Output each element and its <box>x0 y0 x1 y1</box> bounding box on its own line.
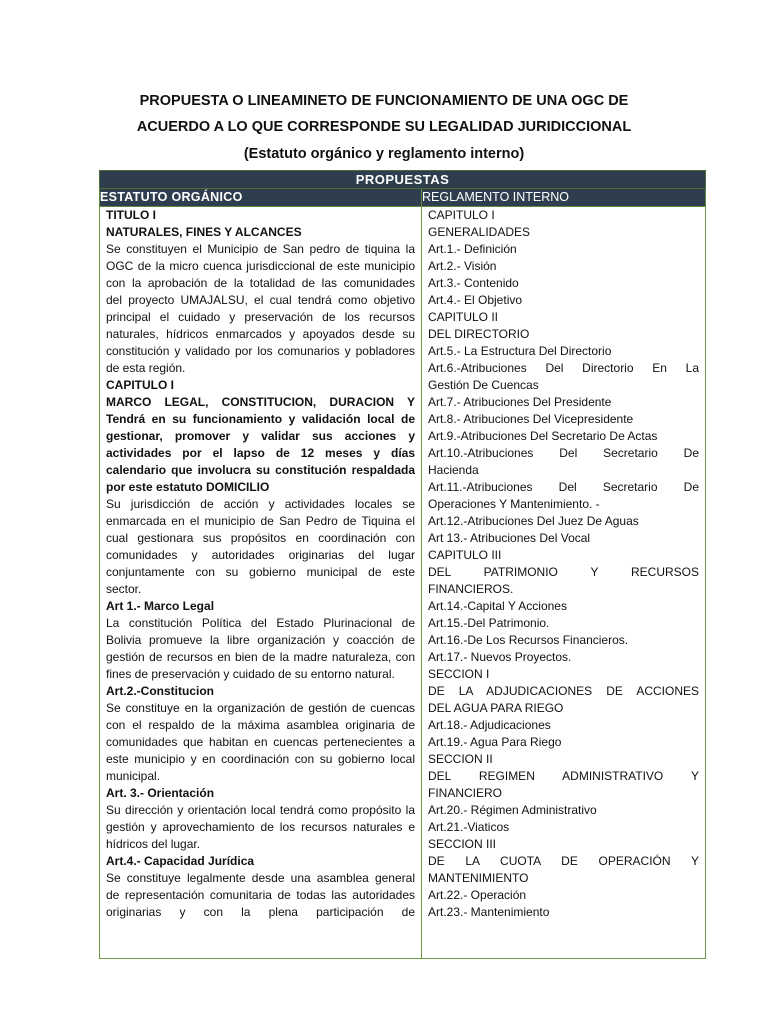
text-line: Art.4.- El Objetivo <box>428 293 523 307</box>
text-line: Art.3.- Contenido <box>428 276 519 290</box>
text-line: Art 13.- Atribuciones Del Vocal <box>428 531 591 545</box>
text-line: CAPITULO I <box>106 378 174 392</box>
text-line: DEL AGUA PARA RIEGO <box>428 701 564 715</box>
text-line: gestión y aprovechamiento de los recursos naturales e <box>106 820 415 834</box>
text-line: FINANCIEROS. <box>428 582 514 596</box>
document-title-line-2: ACUERDO A LO QUE CORRESPONDE SU LEGALIDAD JURIDICCIONAL <box>136 119 632 135</box>
text-line: DE LA CUOTA DE OPERACIÓN Y <box>428 854 700 868</box>
text-line: principal el cuidado y preservación de los recursos <box>106 310 415 324</box>
column-header-estatuto: ESTATUTO ORGÁNICO <box>100 189 422 207</box>
text-line: DEL REGIMEN ADMINISTRATIVO Y <box>428 769 700 783</box>
text-line: constitución y validado por los comunarios y pobladores <box>106 344 415 358</box>
text-line: con el respaldo de la máxima asamblea originaria de <box>106 718 415 732</box>
text-line: Art.8.- Atribuciones Del Vicepresidente <box>428 412 634 426</box>
text-line: municipal. <box>106 769 161 783</box>
document-subtitle: (Estatuto orgánico y reglamento interno) <box>243 146 525 162</box>
text-line: gestión de recursos en bien de la madre naturaleza, con <box>106 650 415 664</box>
text-line: fines de preservación y cuidado de su entorno natural. <box>106 667 395 681</box>
text-line: Art.23.- Mantenimiento <box>428 905 550 919</box>
text-line: La constitución Política del Estado Plurinacional de <box>106 616 415 630</box>
text-line: Art.19.- Agua Para Riego <box>428 735 562 749</box>
text-line: por este estatuto DOMICILIO <box>106 480 270 494</box>
text-line: CAPITULO III <box>428 548 502 562</box>
text-line: Art.2.- Visión <box>428 259 497 273</box>
text-line: Art.16.-De Los Recursos Financieros. <box>428 633 629 647</box>
text-line: Art.6.-Atribuciones Del Directorio En La <box>428 361 700 375</box>
text-line: Su jurisdicción de acción y actividades locales se <box>106 497 415 511</box>
text-line: actividades por el lapso de 12 meses y días <box>106 446 415 460</box>
reglamento-column <box>422 207 706 959</box>
text-line: Art.5.- La Estructura Del Directorio <box>428 344 612 358</box>
text-line: Se constituye legalmente desde una asamblea general <box>106 871 415 885</box>
text-line: Art.11.-Atribuciones Del Secretario De <box>428 480 700 494</box>
text-line: Art.7.- Atribuciones Del Presidente <box>428 395 612 409</box>
text-line: Hacienda <box>428 463 479 477</box>
text-line: originarias y con la plena participación de <box>106 905 415 919</box>
text-line: Art.10.-Atribuciones Del Secretario De <box>428 446 700 460</box>
text-line: Art.9.-Atribuciones Del Secretario De Actas <box>428 429 658 443</box>
text-line: de esta región. <box>106 361 186 375</box>
text-line: Art. 3.- Orientación <box>106 786 215 800</box>
text-line: Se constituyen el Municipio de San pedro de tiquina la <box>106 242 415 256</box>
text-line: comunidades y autoridades originarias del lugar <box>106 548 415 562</box>
text-line: del proyecto UMAJALSU, el cual tendrá como objetivo <box>106 293 415 307</box>
text-line: sector. <box>106 582 142 596</box>
text-line: Art.20.- Régimen Administrativo <box>428 803 597 817</box>
text-line: NATURALES, FINES Y ALCANCES <box>106 225 302 239</box>
text-line: de representación comunitaria de todas las autoridades <box>106 888 415 902</box>
text-line: Art.14.-Capital Y Acciones <box>428 599 567 613</box>
text-line: este municipio y en coordinación con su gobierno local <box>106 752 415 766</box>
text-line: MARCO LEGAL, CONSTITUCION, DURACION Y <box>106 395 415 409</box>
proposals-table <box>99 170 706 959</box>
table-header: PROPUESTAS <box>100 171 706 189</box>
text-line: Art.18.- Adjudicaciones <box>428 718 551 732</box>
text-line: Art.22.- Operación <box>428 888 527 902</box>
text-line: SECCION I <box>428 667 490 681</box>
text-line: Tendrá en su funcionamiento y validación local de <box>106 412 415 426</box>
text-line: DEL DIRECTORIO <box>428 327 530 341</box>
text-line: calendario que involucra su constitución respaldada <box>106 463 415 477</box>
text-line: Art.12.-Atribuciones Del Juez De Aguas <box>428 514 639 528</box>
text-line: Art 1.- Marco Legal <box>106 599 215 613</box>
text-line: Art.1.- Definición <box>428 242 517 256</box>
text-line: enmarcada en el municipio de San Pedro de Tiquina el <box>106 514 415 528</box>
text-line: con la aprobación de la totalidad de las comunidades <box>106 276 415 290</box>
text-line: comunidades que habitan en cuencas pertenecientes a <box>106 735 415 749</box>
text-line: CAPITULO II <box>428 310 499 324</box>
text-line: SECCION II <box>428 752 493 766</box>
text-line: MANTENIMIENTO <box>428 871 529 885</box>
estatuto-column <box>100 207 422 959</box>
text-line: TITULO I <box>106 208 156 222</box>
text-line: GENERALIDADES <box>428 225 531 239</box>
text-line: Bolivia promueve la libre organización y coacción de <box>106 633 415 647</box>
text-line: Art.4.- Capacidad Jurídica <box>106 854 255 868</box>
text-line: SECCION III <box>428 837 497 851</box>
text-line: Art.2.-Constitucion <box>106 684 214 698</box>
text-line: CAPITULO I <box>428 208 495 222</box>
text-line: Su dirección y orientación local tendrá como propósito la <box>106 803 415 817</box>
text-line: conjuntamente con su gobierno municipal de este <box>106 565 415 579</box>
column-header-reglamento: REGLAMENTO INTERNO <box>422 189 706 207</box>
text-line: FINANCIERO <box>428 786 503 800</box>
text-line: Operaciones Y Mantenimiento. - <box>428 497 600 511</box>
text-line: Art.17.- Nuevos Proyectos. <box>428 650 572 664</box>
text-line: Gestión De Cuencas <box>428 378 539 392</box>
text-line: cual gestionara sus propósitos en coordinación con <box>106 531 415 545</box>
text-line: Art.21.-Viaticos <box>428 820 510 834</box>
text-line: DE LA ADJUDICACIONES DE ACCIONES <box>428 684 700 698</box>
text-line: DEL PATRIMONIO Y RECURSOS <box>428 565 700 579</box>
text-line: Art.15.-Del Patrimonio. <box>428 616 550 630</box>
text-line: hídricos del lugar. <box>106 837 201 851</box>
text-line: Se constituye en la organización de gestión de cuencas <box>106 701 415 715</box>
text-line: OGC de la micro cuenca jurisdiccional de este municipio <box>106 259 415 273</box>
text-line: gestionar, promover y validar sus acciones y <box>106 429 415 443</box>
document-title-line-1: PROPUESTA O LINEAMINETO DE FUNCIONAMIENTO DE UNA OGC DE <box>139 93 629 109</box>
text-line: naturales, hídricos enmarcados y apoyados desde su <box>106 327 415 341</box>
